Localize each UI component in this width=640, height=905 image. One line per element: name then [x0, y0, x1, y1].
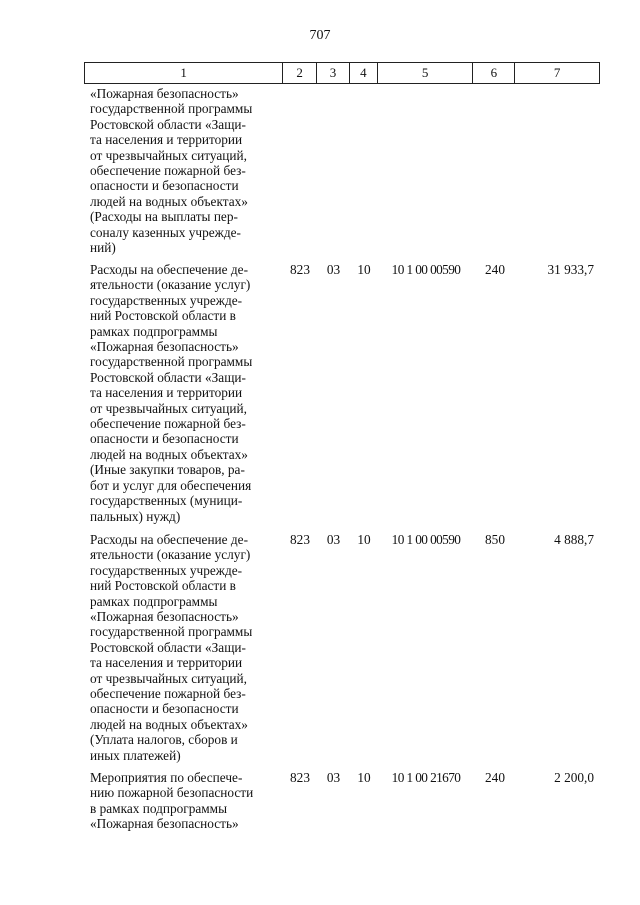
header-col-2: 2: [283, 63, 317, 83]
table-row: [84, 86, 600, 255]
row-description: Мероприятия по обеспече- нию пожарной безопасности в рамках подпрограммы «Пожарная безопасность»: [90, 770, 254, 832]
row-description: Расходы на обеспечение де- ятельности (оказание услуг) государственных учрежде- ний Ростовской области в рамках подпрограммы «Пожарная безопасность» государственной программы Ростовской области «Защи- та населения и территории от чрезвычайных ситуаций, обеспечение пожарной без- опасности и безопасности людей на водных объектах» (Иные закупки товаров, ра- бот и услуг для обеспечения государственных (муници- пальных) нужд): [90, 262, 253, 524]
row-col-4: [350, 86, 378, 255]
header-col-5: 5: [378, 63, 474, 83]
table-row: [84, 262, 600, 524]
row-col-3: 03: [326, 262, 341, 277]
header-col-1: 1: [85, 63, 283, 83]
row-col-7: 31 933,7: [547, 262, 594, 277]
row-col-3: [317, 86, 350, 255]
row-col-6: [474, 86, 516, 255]
row-col-5: 10 1 00 00590: [391, 532, 461, 547]
header-col-3: 3: [317, 63, 350, 83]
row-col-4: 10: [357, 262, 371, 277]
header-col-4: 4: [350, 63, 378, 83]
table-row: [84, 532, 600, 763]
table-row: [84, 770, 600, 832]
row-col-5: 10 1 00 00590: [391, 262, 461, 277]
row-col-2: 823: [290, 770, 310, 785]
header-col-7: 7: [553, 65, 561, 80]
row-col-6: 850: [485, 532, 505, 547]
table-header: [84, 62, 600, 84]
row-col-5: 10 1 00 21670: [391, 770, 461, 785]
row-col-4: 10: [357, 770, 371, 785]
row-description: Расходы на обеспечение де- ятельности (оказание услуг) государственных учрежде- ний Ростовской области в рамках подпрограммы «Пожарная безопасность» государственной программы Ростовской области «Защи- та населения и территории от чрезвычайных ситуаций, обеспечение пожарной без- опасности и безопасности людей на водных объектах» (Уплата налогов, сборов и иных платежей): [90, 532, 253, 763]
row-col-2: 823: [290, 532, 310, 547]
row-col-2: 823: [290, 262, 310, 277]
row-col-5: [378, 86, 474, 255]
row-col-7: 2 200,0: [554, 770, 594, 785]
header-col-6: 6: [473, 63, 515, 83]
row-col-6: 240: [485, 770, 505, 785]
row-col-7: [516, 86, 600, 255]
page-number: 707: [309, 28, 331, 43]
row-col-6: 240: [485, 262, 505, 277]
row-description: «Пожарная безопасность» государственной программы Ростовской области «Защи- та населения и территории от чрезвычайных ситуаций, обеспечение пожарной без- опасности и безопасности людей на водных объектах» (Расходы на выплаты пер- соналу казенных учрежде- ний): [90, 86, 253, 256]
row-col-3: 03: [326, 532, 341, 547]
row-col-3: 03: [326, 770, 341, 785]
row-col-7: 4 888,7: [554, 532, 594, 547]
row-col-2: [283, 86, 317, 255]
row-col-4: 10: [357, 532, 371, 547]
